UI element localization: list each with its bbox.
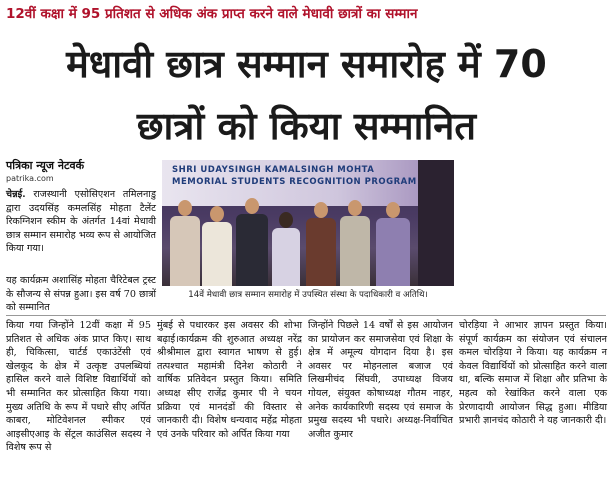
column-4: चोरड़िया ने आभार ज्ञापन प्रस्तुत किया। संपूर्ण कार्यक्रम का संयोजन एवं संचालन कमल चोरड़िया ने किया। यह कार्यक्रम न केवल विद्यार्थियों को प्रोत्साहित करने वाला था, बल्कि समाज में शिक्षा और प्रतिभा के महत्व को रेखांकित करने वाला एक प्रेरणादायी आयोजन सिद्ध हुआ। मीडिया प्रभारी ज्ञानचंद कोठारी ने यह जानकारी दी।: [459, 320, 607, 427]
second-paragraph: यह कार्यक्रम अशासिंह मोहता चैरिटेबल ट्रस्ट के सौजन्य से संपन्न हुआ। इस वर्ष 70 छात्रों को सम्मानित: [6, 275, 156, 314]
event-photo: [162, 160, 454, 286]
person-figure: [376, 202, 410, 286]
dateline: चेन्नई.: [6, 189, 26, 200]
photo-banner-text: SHRI UDAYSINGH KAMALSINGH MOHTA MEMORIAL STUDENTS RECOGNITION PROGRAM: [172, 165, 417, 187]
column-3: जिन्होंने पिछले 14 वर्षों से इस आयोजन का प्रायोजन कर समाजसेवा एवं शिक्षा के क्षेत्र में अमूल्य योगदान दिया है। इस अवसर पर मोहनलाल बजाज एवं लिखमीचंद सिंघवी, उपाध्यक्ष विजय गोयल, संयुक्त कोषाध्यक्ष गौतम नाहर, अनेक कार्यकारिणी सदस्य एवं समाज के प्रमुख सदस्य भी पधारे। अध्यक्ष-निर्वाचित अजीत कुमार: [308, 320, 453, 440]
kicker-headline: 12वीं कक्षा में 95 प्रतिशत से अधिक अंक प्राप्त करने वाले मेधावी छात्रों का सम्मान: [6, 6, 418, 22]
photo-banner: [162, 160, 454, 206]
person-figure: [236, 198, 268, 286]
column-1: किया गया जिन्होंने 12वीं कक्षा में 95 प्रतिशत से अधिक अंक प्राप्त किए। साथ ही, चिकित्सा, चार्टर्ड एकाउंटेंसी एवं खेलकूद के क्षेत्र में उत्कृष्ट उपलब्धियां हासिल करने वाले विशिष्ट विद्यार्थियों को भी सम्मानित कर प्रोत्साहित किया गया। मुख्य अतिथि के रूप में पधारे सीए अर्पित काबरा, मोटिवेशनल स्पीकर एवं आइसीएआइ के सेंट्रल काउंसिल सदस्य ने विशेष रूप से: [6, 320, 151, 454]
person-figure: [340, 200, 370, 286]
intro-paragraph: [6, 188, 156, 256]
byline: पत्रिका न्यूज नेटवर्क: [6, 159, 85, 172]
main-headline-line-1: मेधावी छात्र सम्मान समारोह में 70: [66, 42, 547, 86]
person-figure: [272, 212, 300, 286]
column-2: मुंबई से पधारकर इस अवसर की शोभा बढ़ाई।कार्यक्रम की शुरुआत अध्यक्ष नरेंद्र श्रीश्रीमाल द्वारा स्वागत भाषण से हुई। तत्पश्चात महामंत्री दिनेश कोठारी ने वार्षिक प्रतिवेदन प्रस्तुत किया। समिति अध्यक्ष सीए राजेंद्र कुमार पी ने चयन प्रक्रिया एवं मानदंडों की विस्तार से जानकारी दी। विशेष धन्यवाद महेंद्र मोहता एवं उनके परिवार को अर्पित किया गया: [157, 320, 302, 440]
divider: [6, 315, 606, 316]
person-figure: [306, 202, 336, 286]
photo-caption: 14वें मेधावी छात्र सम्मान समारोह में उपस्थित संस्था के पदाधिकारी व अतिथि।: [188, 290, 428, 300]
person-figure: [170, 200, 200, 286]
site-name: patrika.com: [6, 174, 54, 183]
person-figure: [202, 206, 232, 286]
intro-text: राजस्थानी एसोसिएशन तमिलनाडु द्वारा उदयसिंह कमलसिंह मोहता टैलेंट रिकग्निशन स्कीम के अंतर्गत 14वां मेधावी छात्र सम्मान समारोह भव्य रूप से आयोजित किया गया।: [6, 189, 156, 255]
main-headline-line-2: छात्रों को किया सम्मानित: [136, 104, 477, 148]
photo-backdrop: [418, 160, 454, 286]
